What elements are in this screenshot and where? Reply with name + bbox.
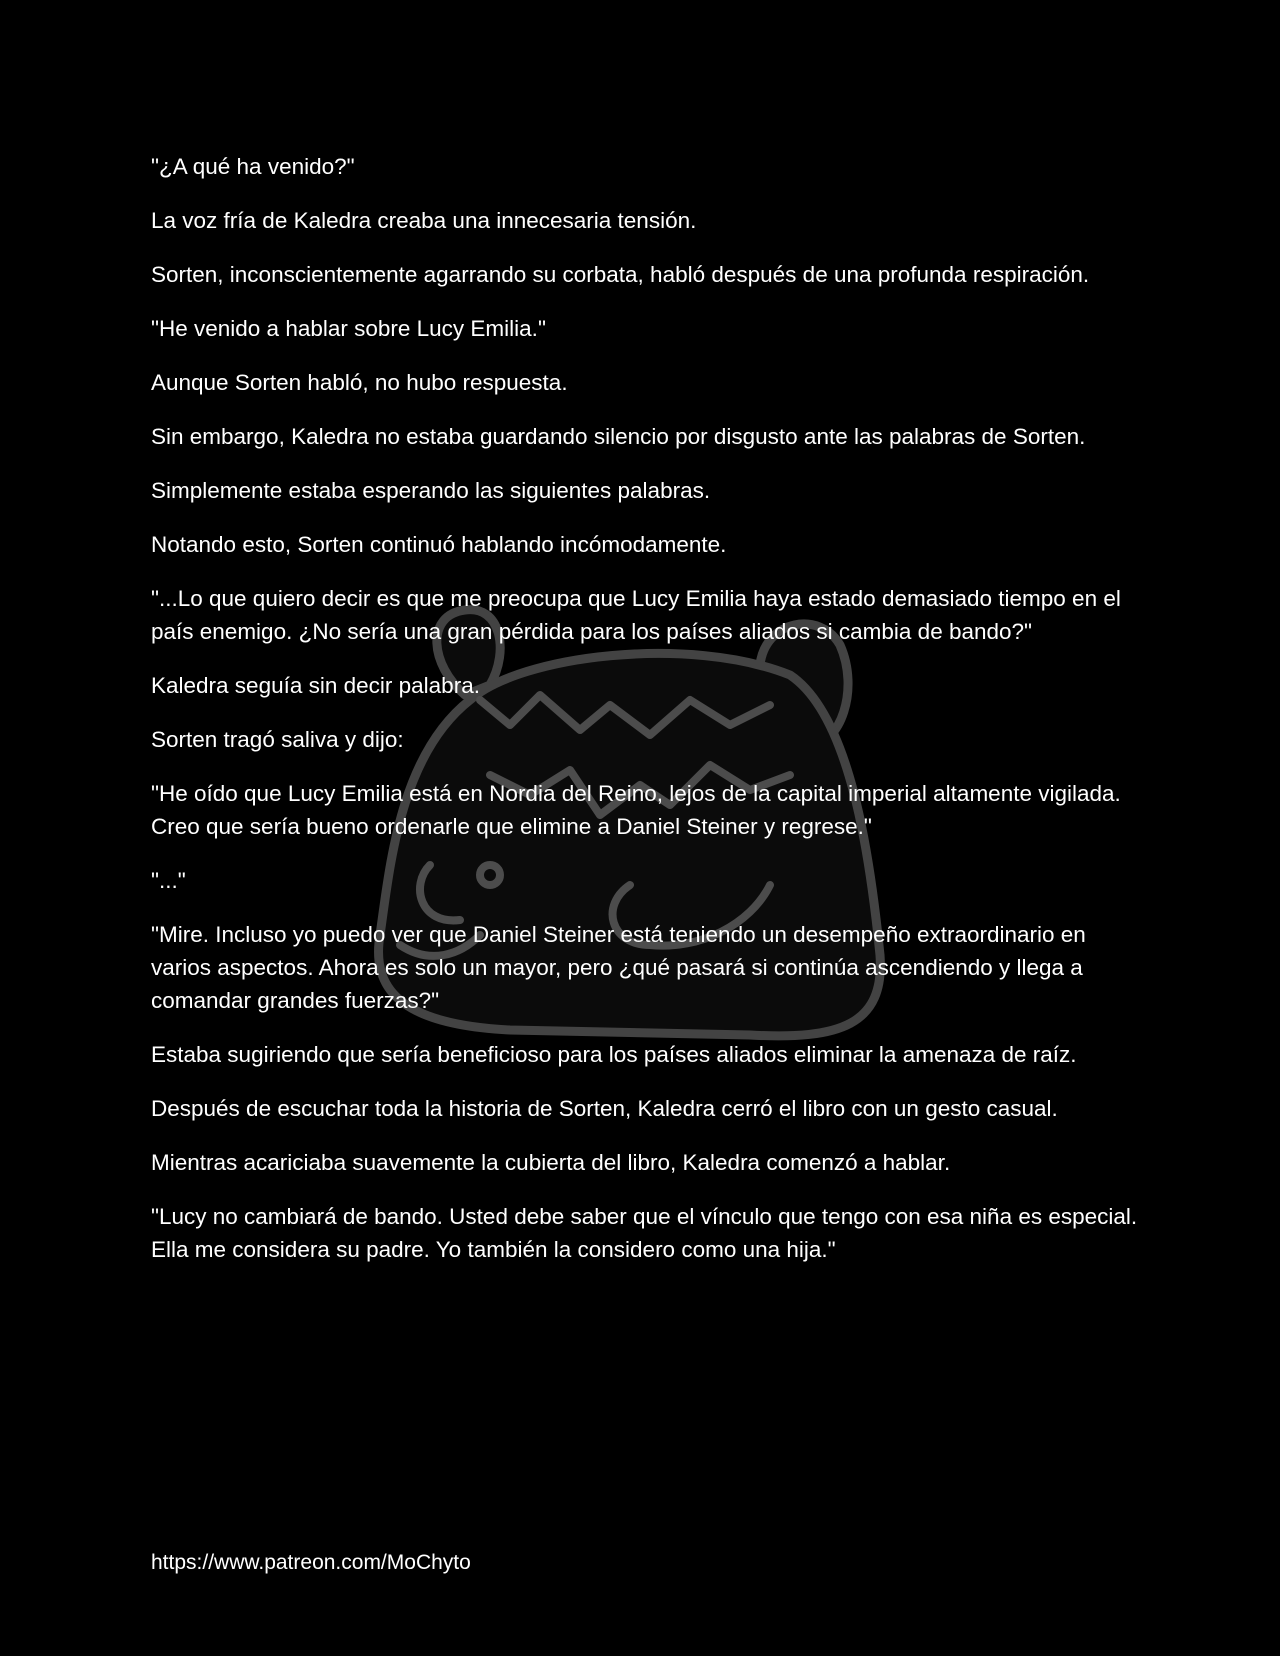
paragraph: Estaba sugiriendo que sería beneficioso para los países aliados eliminar la amenaza de raíz. [151,1042,1077,1067]
paragraph: Notando esto, Sorten continuó hablando incómodamente. [151,532,727,557]
paragraph: "Mire. Incluso yo puedo ver que Daniel Steiner está teniendo un desempeño extraordinario en varios aspectos. Ahora es solo un mayor, pero ¿qué pasará si continúa ascendiendo y llega a comandar grandes fuerzas?" [151,922,1086,1013]
paragraph: Mientras acariciaba suavemente la cubierta del libro, Kaledra comenzó a hablar. [151,1150,951,1175]
paragraph: Kaledra seguía sin decir palabra. [151,673,480,698]
story-text [151,150,1141,1287]
paragraph: Sin embargo, Kaledra no estaba guardando silencio por disgusto ante las palabras de Sorten. [151,424,1086,449]
paragraph: Sorten, inconscientemente agarrando su corbata, habló después de una profunda respiración. [151,262,1090,287]
patreon-link[interactable]: https://www.patreon.com/MoChyto [151,1551,471,1574]
paragraph: "...Lo que quiero decir es que me preocupa que Lucy Emilia haya estado demasiado tiempo en el país enemigo. ¿No sería una gran pérdida para los países aliados si cambia de bando?" [151,586,1121,644]
paragraph: Simplemente estaba esperando las siguientes palabras. [151,478,711,503]
paragraph: "Lucy no cambiará de bando. Usted debe saber que el vínculo que tengo con esa niña es especial. Ella me considera su padre. Yo también la considero como una hija." [151,1204,1138,1262]
paragraph: Aunque Sorten habló, no hubo respuesta. [151,370,568,395]
paragraph: La voz fría de Kaledra creaba una innecesaria tensión. [151,208,697,233]
paragraph: "¿A qué ha venido?" [151,154,355,179]
paragraph: Sorten tragó saliva y dijo: [151,727,404,752]
paragraph: Después de escuchar toda la historia de Sorten, Kaledra cerró el libro con un gesto casual. [151,1096,1058,1121]
paragraph: "..." [151,868,186,893]
paragraph: "He venido a hablar sobre Lucy Emilia." [151,316,546,341]
paragraph: "He oído que Lucy Emilia está en Nordia del Reino, lejos de la capital imperial altamente vigilada. Creo que sería bueno ordenarle que elimine a Daniel Steiner y regrese." [151,781,1121,839]
